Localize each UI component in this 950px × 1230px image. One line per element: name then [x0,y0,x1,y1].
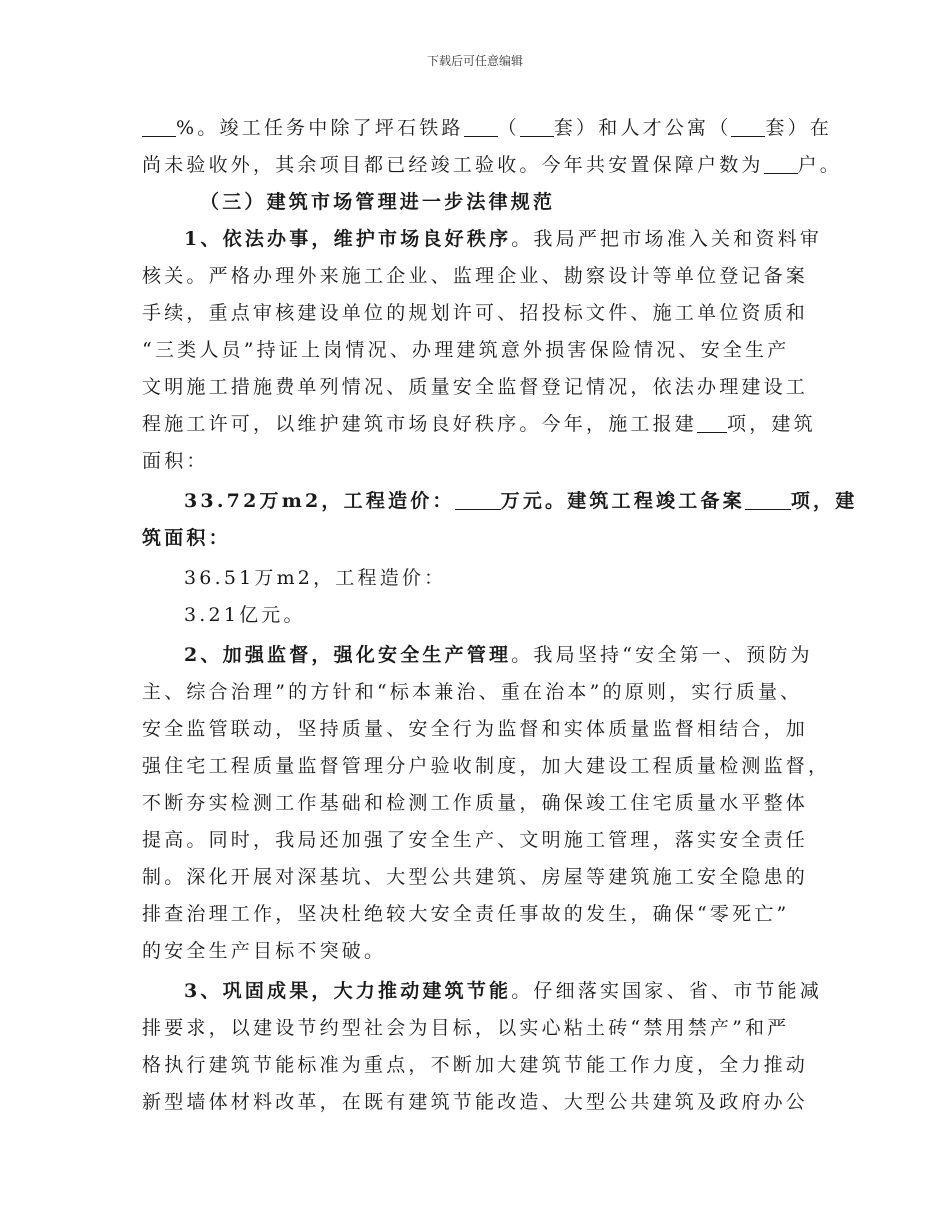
text: （ [497,117,520,139]
paragraph-line: “三类人员”持证上岗情况、办理建筑意外损害保险情况、安全生产 [142,339,790,361]
paragraph-line: 制。深化开展对深基坑、大型公共建筑、房屋等建筑施工安全隐患的 [142,866,809,888]
item-title: 3、巩固成果，大力推动建筑节能 [184,980,512,1002]
page-header: 下载后可任意编辑 [426,54,523,68]
section-heading: （三）建筑市场管理进一步法律规范 [200,191,556,213]
paragraph-line [142,221,822,258]
text: %。竣工任务中除了坪石铁路 [176,117,464,139]
item-title: 1、依法办事，维护市场良好秩序 [184,228,512,250]
fill-blank [464,117,498,137]
paragraph-line: 3.21亿元。 [184,604,306,626]
paragraph-line: 强住宅工程质量监督管理分户验收制度，加大建设工程质量检测监督， [142,755,831,777]
paragraph-line: 主、综合治理”的方针和“标本兼治、重在治本”的原则，实行质量、 [142,681,803,703]
text: 户。 [797,154,843,176]
paragraph-line: 筑面积： [142,527,231,549]
paragraph-line: 排查治理工作，坚决杜绝较大安全责任事故的发生，确保“零死亡” [142,903,790,925]
text: 程施工许可，以维护建筑市场良好秩序。今年，施工报建 [142,413,698,435]
paragraph-line: 的安全生产目标不突破。 [142,940,387,962]
paragraph-line: 排要求，以建设节约型社会为目标，以实心粘土砖“禁用禁产”和严 [142,1017,790,1039]
paragraph-line: 新型墙体材料改革，在既有建筑节能改造、大型公共建筑及政府办公 [142,1091,809,1113]
paragraph-line [142,110,833,147]
text: 项，建筑 [727,413,816,435]
paragraph-line: 格执行建筑节能标准为重点，不断加大建筑节能工作力度，全力推动 [142,1054,809,1076]
text: 33.72万m2，工程造价： [184,490,455,512]
document-body [142,110,858,1121]
paragraph-line [142,147,843,184]
paragraph-line [142,406,822,443]
paragraph-line: 文明施工措施费单列情况、质量安全监督登记情况，依法办理建设工 [142,376,809,398]
fill-blank [520,117,554,137]
text: 套）和人才公寓（ [553,117,732,139]
paragraph-line: 不断夯实检测工作基础和检测工作质量，确保竣工住宅质量水平整体 [142,792,809,814]
paragraph-line: 提高。同时，我局还加强了安全生产、文明施工管理，落实安全责任 [142,829,809,851]
paragraph-line: 安全监管联动，坚持质量、安全行为监督和实体质量监督相结合，加 [142,718,809,740]
text: 。我局坚持“安全第一、预防为 [511,644,813,666]
paragraph-line [142,973,822,1010]
text: 万元。建筑工程竣工备案 [500,490,745,512]
paragraph-line [142,483,858,520]
fill-blank [745,490,791,510]
paragraph-line: 手续，重点审核建设单位的规划许可、招投标文件、施工单位资质和 [142,302,809,324]
text: 。仔细落实国家、省、市节能减 [511,980,823,1002]
text: 。我局严把市场准入关和资料审 [511,228,823,250]
text: 尚未验收外，其余项目都已经竣工验收。今年共安置保障户数为 [142,154,764,176]
fill-blank [455,490,501,510]
paragraph-line: 面积： [142,450,209,472]
text: 套）在 [765,117,833,139]
fill-blank [731,117,765,137]
paragraph-line: 核关。严格办理外来施工企业、监理企业、勘察设计等单位登记备案 [142,265,809,287]
paragraph-line [142,637,822,674]
item-title: 2、加强监督，强化安全生产管理 [184,644,512,666]
fill-blank [764,154,798,174]
fill-blank [142,117,176,137]
fill-blank [697,413,727,433]
paragraph-line: 36.51万m2，工程造价： [184,567,447,589]
text: 项，建 [790,490,858,512]
